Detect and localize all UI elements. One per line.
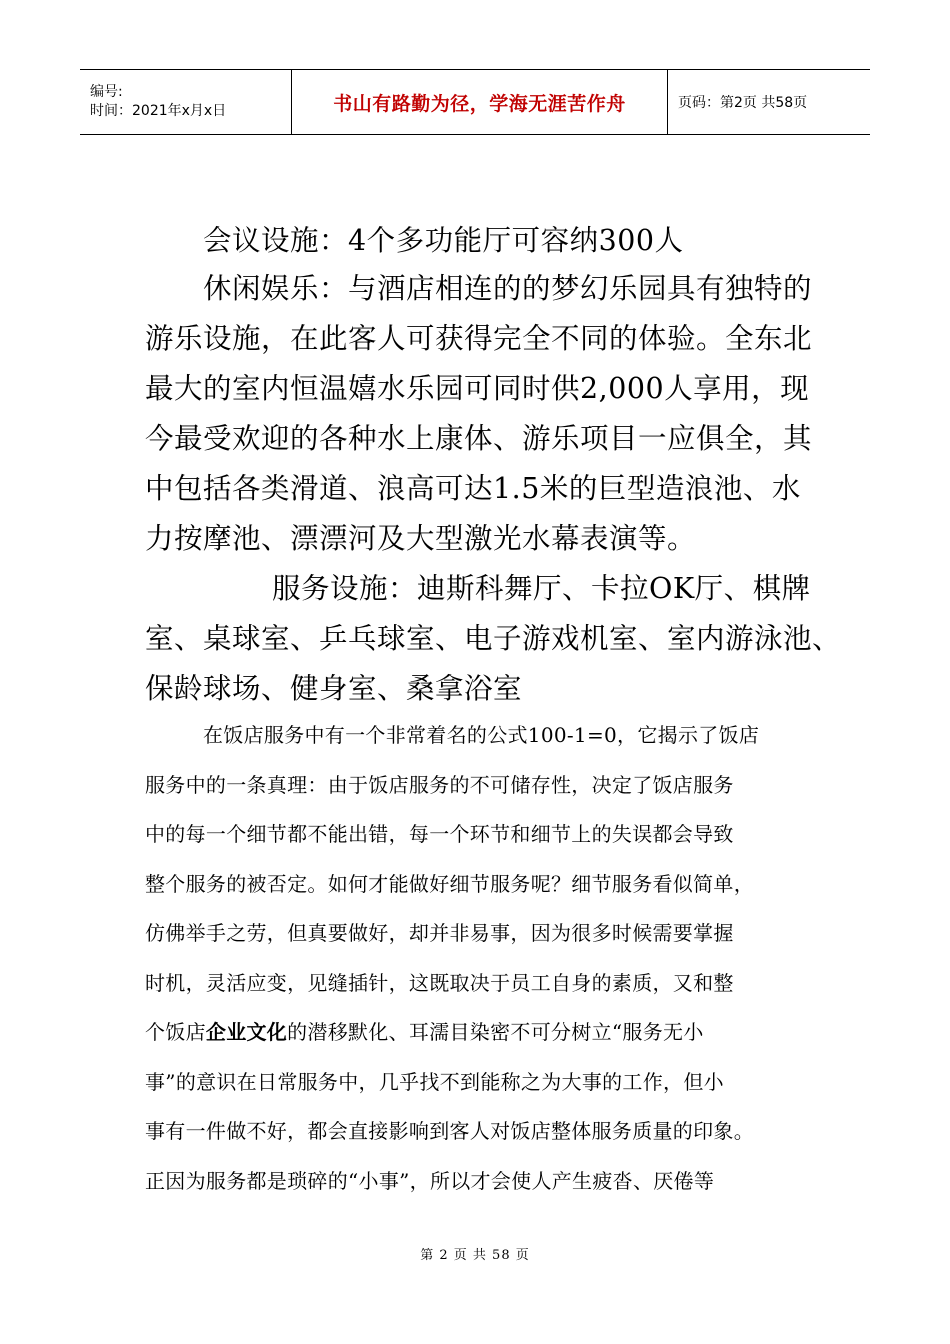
- paragraph-line: 仿佛举手之劳，但真要做好，却并非易事，因为很多时候需要掌握: [145, 921, 734, 945]
- paragraph-line: 正因为服务都是琐碎的“小事”，所以才会使人产生疲沓、厌倦等: [145, 1169, 715, 1193]
- paragraph-line: 服务设施：迪斯科舞厅、卡拉OK厅、棋牌: [272, 572, 811, 605]
- text-run: 的潜移默化、耳濡目染密不可分树立“服务无小: [287, 1020, 704, 1044]
- paragraph-line: 中的每一个细节都不能出错，每一个环节和细节上的失误都会导致: [145, 822, 734, 846]
- header-motto: 书山有路勤为径，学海无涯苦作舟: [292, 70, 668, 135]
- header-page-info: 页码：第2页 共58页: [668, 70, 871, 135]
- paragraph-line: [145, 1016, 704, 1045]
- paragraph-line: 会议设施：4个多功能厅可容纳300人: [203, 224, 684, 257]
- paragraph-line: 事”的意识在日常服务中，几乎找不到能称之为大事的工作，但小: [145, 1070, 724, 1094]
- number-label: 编号:: [90, 84, 123, 100]
- paragraph-line: 室、桌球室、乒乓球室、电子游戏机室、室内游泳池、: [145, 622, 842, 655]
- text-run: 个饭店: [145, 1020, 206, 1044]
- paragraph-line: 今最受欢迎的各种水上康体、游乐项目一应俱全，其: [145, 422, 813, 455]
- paragraph-line: 游乐设施，在此客人可获得完全不同的体验。全东北: [145, 322, 813, 355]
- page-footer: 第 2 页 共 58 页: [420, 1248, 530, 1263]
- header-meta: [80, 70, 292, 135]
- paragraph-line: 服务中的一条真理：由于饭店服务的不可储存性，决定了饭店服务: [145, 773, 734, 797]
- paragraph-line: 时机，灵活应变，见缝插针，这既取决于员工自身的素质，又和整: [145, 971, 734, 995]
- paragraph-line: 最大的室内恒温嬉水乐园可同时供2,000人享用，现: [145, 372, 810, 405]
- paragraph-line: 力按摩池、漂漂河及大型激光水幕表演等。: [145, 522, 697, 555]
- paragraph-line: 整个服务的被否定。如何才能做好细节服务呢？细节服务看似简单，: [145, 872, 754, 896]
- keyword-enterprise-culture: 企业文化: [205, 1020, 288, 1044]
- paragraph-line: 休闲娱乐：与酒店相连的的梦幻乐园具有独特的: [203, 272, 813, 305]
- paragraph-line: 保龄球场、健身室、桑拿浴室: [145, 672, 523, 705]
- paragraph-line: 事有一件做不好，都会直接影响到客人对饭店整体服务质量的印象。: [145, 1119, 754, 1143]
- paragraph-line: 在饭店服务中有一个非常着名的公式100-1=0，它揭示了饭店: [203, 723, 760, 747]
- paragraph-line: 中包括各类滑道、浪高可达1.5米的巨型造浪池、水: [145, 472, 801, 505]
- document-header: [80, 69, 870, 135]
- date-label: 时间：2021年x月x日: [90, 103, 227, 119]
